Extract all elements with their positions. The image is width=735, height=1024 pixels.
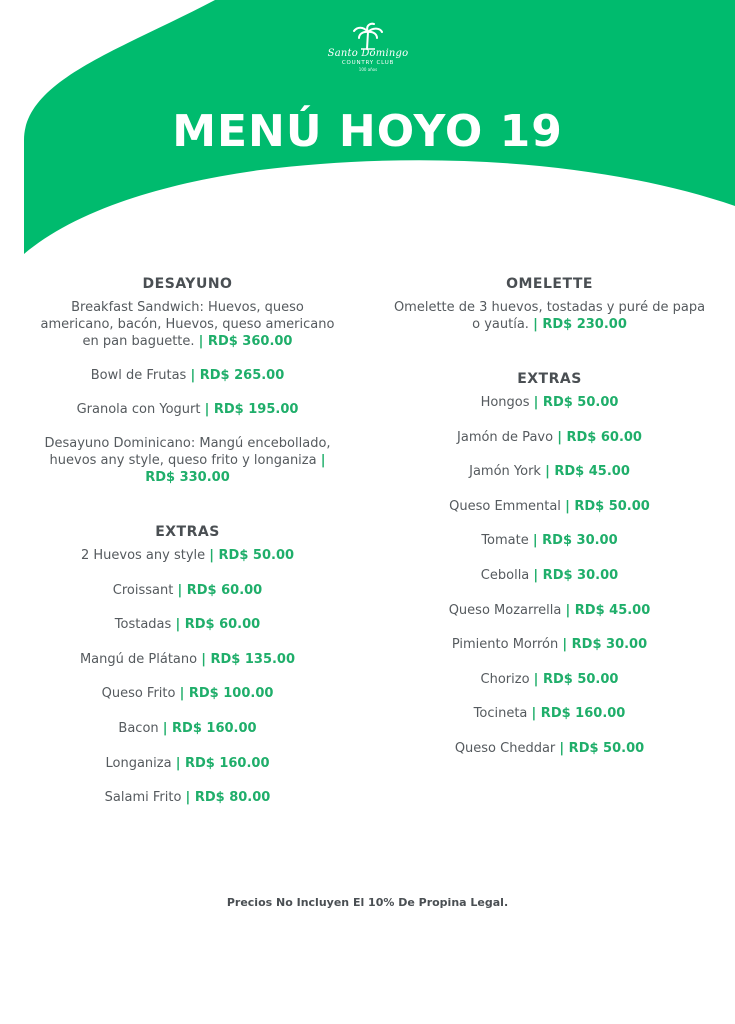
menu-item-price: | RD$ 80.00 — [185, 790, 271, 806]
palm-tree-icon — [351, 22, 385, 50]
footnote: Precios No Incluyen El 10% De Propina Legal. — [226, 896, 509, 909]
menu-item-price: | RD$ 360.00 — [198, 334, 293, 349]
omelette-list — [392, 299, 707, 333]
menu-item-price: | RD$ 30.00 — [533, 567, 619, 583]
menu-item-price: | RD$ 30.00 — [532, 533, 618, 549]
menu-item-price: | RD$ 230.00 — [533, 317, 627, 332]
menu-item-price: | RD$ 50.00 — [565, 498, 650, 514]
logo-script-text: Santo Domingo — [327, 48, 409, 59]
menu-item — [392, 705, 707, 722]
menu-item-price: | RD$ 50.00 — [533, 395, 619, 410]
section-title-extras-left: EXTRAS — [155, 524, 220, 540]
menu-item-text: Bacon — [118, 720, 163, 736]
section-title-desayuno: DESAYUNO — [142, 276, 233, 292]
menu-item-price: | RD$ 50.00 — [209, 548, 295, 563]
menu-item-text: Hongos — [480, 395, 534, 410]
menu-item-price: | RD$ 100.00 — [179, 686, 274, 702]
section-title-extras-right: EXTRAS — [517, 371, 582, 387]
menu-item-price: | RD$ 30.00 — [562, 637, 648, 653]
menu-item — [40, 755, 335, 772]
menu-item — [392, 602, 707, 619]
menu-item-text: Tostadas — [114, 617, 176, 633]
menu-item-text: 2 Huevos any style — [80, 548, 210, 563]
menu-item — [392, 636, 707, 653]
menu-item — [40, 720, 335, 737]
menu-item — [392, 299, 707, 333]
menu-item-price: | RD$ 60.00 — [557, 429, 642, 445]
menu-item-price: | RD$ 265.00 — [190, 368, 285, 383]
menu-item-text: Queso Cheddar — [454, 740, 560, 756]
menu-item-text: Longaniza — [105, 755, 176, 771]
menu-item-price: | RD$ 60.00 — [175, 617, 261, 633]
menu-item — [392, 740, 707, 757]
menu-item-text: Granola con Yogurt — [76, 402, 205, 417]
extras-left-list — [40, 547, 335, 806]
club-logo — [318, 22, 418, 92]
menu-item-text: Jamón de Pavo — [457, 429, 558, 445]
menu-item-price: | RD$ 50.00 — [533, 671, 619, 687]
menu-item-price: | RD$ 160.00 — [175, 755, 270, 771]
menu-item-text: Tomate — [481, 533, 533, 549]
menu-item-text: Chorizo — [480, 671, 534, 687]
page-title: MENÚ HOYO 19 — [172, 106, 563, 157]
left-column — [40, 276, 335, 806]
menu-item — [392, 532, 707, 549]
menu-item-text: Omelette de 3 huevos, tostadas y puré de papa o yautía. — [393, 300, 706, 332]
menu-item — [40, 789, 335, 806]
menu-item — [40, 651, 335, 668]
menu-item-price: | RD$ 50.00 — [559, 740, 645, 756]
menu-item-text: Queso Mozarrella — [448, 602, 566, 618]
menu-item-text: Cebolla — [480, 567, 534, 583]
menu-item-text: Tocineta — [473, 706, 532, 722]
menu-item-text: Desayuno Dominicano: Mangú encebollado, huevos any style, queso frito y longaniza — [44, 436, 331, 468]
menu-item-text: Bowl de Frutas — [90, 368, 191, 383]
menu-item-text: Jamón York — [469, 464, 546, 480]
menu-item-text: Queso Emmental — [449, 498, 566, 514]
menu-item-price: | RD$ 195.00 — [204, 402, 299, 417]
menu-item-price: | RD$ 60.00 — [177, 582, 263, 598]
menu-item — [392, 567, 707, 584]
section-title-omelette: OMELETTE — [506, 276, 593, 292]
menu-item-text: Queso Frito — [101, 686, 180, 702]
menu-item — [40, 401, 335, 418]
menu-item — [392, 394, 707, 411]
menu-item — [392, 429, 707, 446]
menu-item — [40, 547, 335, 564]
menu-item-price: | RD$ 330.00 — [145, 453, 326, 485]
menu-item-price: | RD$ 45.00 — [545, 464, 630, 480]
logo-club-text: COUNTRY CLUB — [341, 60, 395, 66]
menu-item — [40, 435, 335, 486]
menu-item-text: Mangú de Plátano — [79, 651, 202, 667]
menu-item — [40, 685, 335, 702]
menu-item — [392, 498, 707, 515]
menu-item — [40, 299, 335, 350]
menu-item — [40, 367, 335, 384]
menu-item-price: | RD$ 160.00 — [531, 706, 626, 722]
menu-item-price: | RD$ 135.00 — [201, 651, 296, 667]
desayuno-list — [40, 299, 335, 486]
right-column — [392, 276, 707, 757]
menu-item-text: Pimiento Morrón — [451, 637, 563, 653]
extras-right-list — [392, 394, 707, 757]
menu-item-price: | RD$ 45.00 — [565, 602, 651, 618]
menu-item-price: | RD$ 160.00 — [162, 720, 257, 736]
menu-item-text: Salami Frito — [104, 790, 186, 806]
menu-item-text: Breakfast Sandwich: Huevos, queso americano, bacón, Huevos, queso americano en pan baguette. — [40, 300, 335, 349]
menu-item — [392, 463, 707, 480]
logo-years-text: 100 años — [358, 67, 378, 72]
menu-item-text: Croissant — [112, 582, 178, 598]
menu-item — [392, 671, 707, 688]
menu-item — [40, 616, 335, 633]
menu-item — [40, 582, 335, 599]
